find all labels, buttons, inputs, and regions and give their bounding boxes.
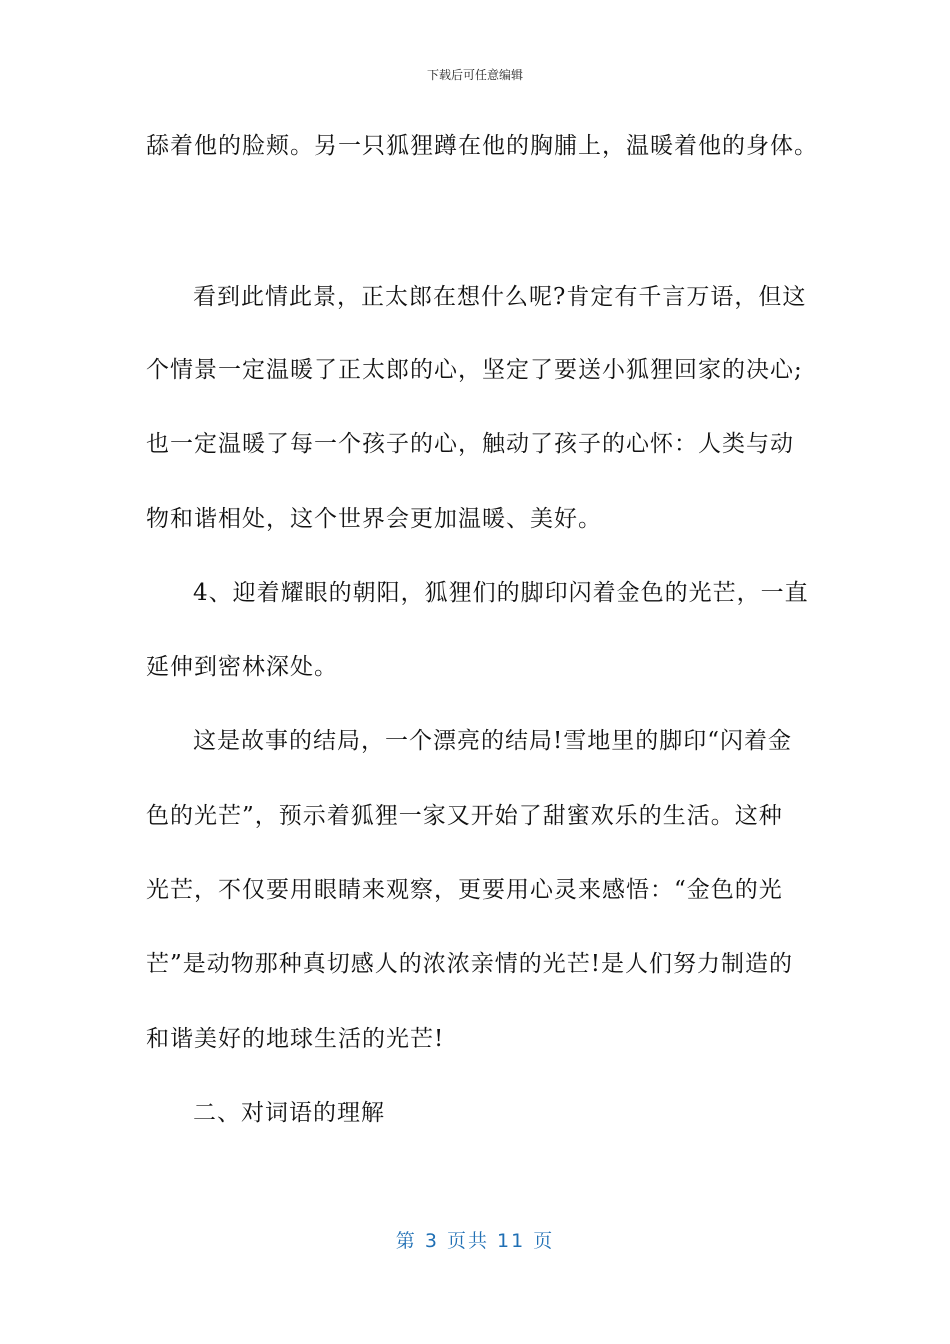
text-line: 色的光芒”，预示着狐狸一家又开始了甜蜜欢乐的生活。这种	[146, 803, 783, 829]
page-header: 下载后可任意编辑	[426, 68, 523, 82]
text-line: 光芒，不仅要用眼睛来观察，更要用心灵来感悟：“金色的光	[146, 877, 783, 903]
text-line: 芒”是动物那种真切感人的浓浓亲情的光芒!是人们努力制造的	[146, 951, 794, 977]
text-line: 看到此情此景，正太郎在想什么呢?肯定有千言万语，但这	[193, 284, 807, 310]
text-line: 个情景一定温暖了正太郎的心，坚定了要送小狐狸回家的决心;	[146, 357, 803, 383]
text-line: 和谐美好的地球生活的光芒!	[146, 1026, 445, 1052]
text-line: 也一定温暖了每一个孩子的心，触动了孩子的心怀：人类与动	[146, 431, 794, 457]
text-line: 物和谐相处，这个世界会更加温暖、美好。	[146, 506, 602, 532]
section-heading: 二、对词语的理解	[193, 1100, 385, 1126]
page-number: 第 3 页共 11 页	[395, 1230, 555, 1252]
text-line: 延伸到密林深处。	[146, 654, 338, 680]
text-line: 4、迎着耀眼的朝阳，狐狸们的脚印闪着金色的光芒，一直	[193, 580, 809, 606]
text-line: 舔着他的脸颊。另一只狐狸蹲在他的胸脯上，温暖着他的身体。	[146, 133, 818, 159]
text-line: 这是故事的结局，一个漂亮的结局!雪地里的脚印“闪着金	[193, 728, 793, 754]
